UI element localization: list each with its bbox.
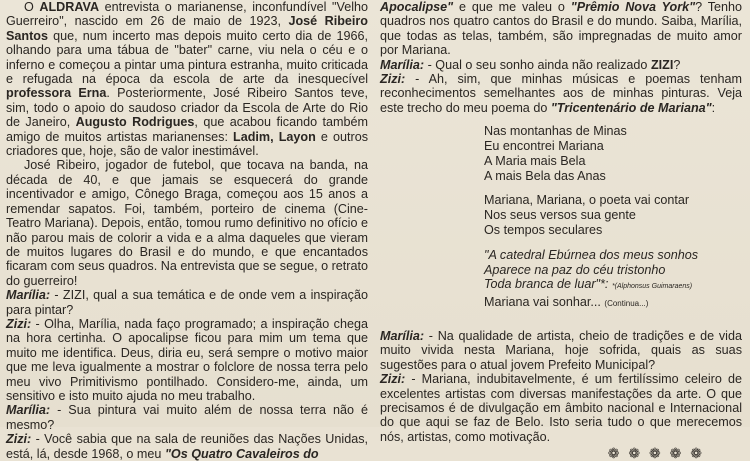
- speaker-label: Marília:: [6, 288, 51, 303]
- poem-title: "Tricentenário de Mariana": [550, 100, 712, 115]
- flower-ornament-icon: ❁: [607, 445, 622, 461]
- answer-2-continued: [380, 0, 742, 58]
- poem-line-text: Mariana vai sonhar...: [484, 295, 601, 310]
- speaker-label: Zizi:: [380, 72, 406, 87]
- intro-text: O: [24, 0, 40, 14]
- answer-1: [6, 317, 368, 403]
- poem-line: Aparece na paz do céu tristonho: [484, 262, 666, 277]
- intro-text: entrevista o marianense, inconfundível "Velho Guerreiro", nascido em 26 de maio de 1923,: [6, 0, 369, 29]
- artist-nickname: ZIZI: [650, 57, 674, 72]
- intro-paragraph: [6, 0, 368, 158]
- poem-line: Nas montanhas de Minas: [484, 124, 627, 139]
- artwork-title: Apocalipse": [380, 0, 454, 14]
- poem-excerpt: [484, 124, 742, 312]
- intro-text: que, num incerto mas depois muito certo dia de 1966, olhando para uma tábua de "bater" carne, viu nela o céu e o inferno e começou a pintar uma pintura estranha, muito criticada e refugada na época da escola de arte da inesquecível: [6, 28, 368, 87]
- poem-credit: *(Alphonsus Guimaraens): [611, 283, 693, 291]
- poem-line: [484, 277, 742, 295]
- answer-text: - Você sabia que na sala de reuniões das Nações Unidas, está, lá, desde 1968, o meu: [6, 432, 368, 461]
- publication-name: ALDRAVA: [39, 0, 100, 14]
- question-text: - ZIZI, qual a sua temática e de onde vem a inspiração para pintar?: [6, 288, 368, 317]
- poem-line: A mais Bela das Anas: [484, 168, 606, 183]
- intro-text: , que acabou ficando também amigo de muitos artistas marianenses:: [6, 115, 368, 144]
- flower-ornament-icon: ❁: [669, 445, 684, 461]
- question-text: - Qual o seu sonho ainda não realizado: [424, 57, 651, 72]
- answer-2: [6, 432, 368, 461]
- question-4: [380, 329, 742, 372]
- speaker-label: Zizi:: [6, 316, 32, 331]
- question-2: [6, 403, 368, 432]
- answer-4: [380, 372, 742, 444]
- punctuation: :: [711, 100, 716, 115]
- poem-line: Nos seus versos sua gente: [484, 208, 636, 223]
- answer-3: [380, 72, 742, 115]
- poem-line: Eu encontrei Mariana: [484, 139, 604, 154]
- poem-line: [484, 295, 742, 312]
- speaker-label: Zizi:: [380, 372, 406, 387]
- continues-note: (Continua...): [604, 299, 649, 309]
- punctuation: ?: [673, 57, 681, 72]
- intro-text: . Posteriormente, José Ribeiro Santos teve, sim, todo o apoio do saudoso criador da Escola de Arte do Rio de Janeiro,: [6, 86, 368, 130]
- intro-text: e outros criadores que, hoje, são de valor inestimável.: [6, 129, 368, 159]
- answer-text: - Olha, Marília, nada faço programado; a inspiração chega na hora certinha. O apocalipse ficou para mim um tema que muito me identifica. Deus, diria eu, será sempre o motivo maior que me leva igualmente a mostrar o folclore de nossa terra pelo meu vivo Primitivismo pontilhado. Considero-me, ainda, um sensitivo e isto muito ajuda no meu trabalho.: [6, 316, 368, 403]
- founder-name: Augusto Rodrigues: [75, 115, 195, 130]
- poem-stanza-1: [484, 124, 742, 183]
- end-ornaments: [380, 446, 742, 460]
- question-1: [6, 288, 368, 317]
- speaker-label: Marília:: [380, 57, 425, 72]
- spacer: [380, 312, 742, 329]
- answer-text: ? Tenho quadros nos quatro cantos do Brasil e do mundo. Saiba, Marília, que todas as telas, também, são impregnadas de muito amor por Mariana.: [380, 0, 743, 58]
- artist-name: José Ribeiro Santos: [6, 14, 368, 43]
- flower-ornament-icon: ❁: [690, 445, 704, 461]
- poem-line: "A catedral Ebúrnea dos meus sonhos: [484, 247, 699, 262]
- flower-ornament-icon: ❁: [628, 445, 643, 461]
- left-column: [6, 0, 369, 461]
- question-text: - Sua pintura vai muito além de nossa terra não é mesmo?: [6, 403, 368, 432]
- teacher-name: professora Erna: [6, 86, 107, 101]
- bio-paragraph: José Ribeiro, jogador de futebol, que tocava na banda, na década de 40, e que jamais se esquecerá do grande incentivador e amigo, Cônego Braga, começou aos 15 anos a remendar sapatos. Foi, também, porteiro de cinema (Cine-Teatro Mariana). Depois, então, tomou rumo definitivo no ofício e não parou mais de colorir a vida e a alma daqueles que vieram de muitos lugares do Brasil e do mundo, e que encantados ficaram com seus quadros. Na entrevista que se segue, o retrato do guerreiro!: [6, 158, 368, 288]
- poem-line: Mariana, Mariana, o poeta vai contar: [484, 193, 690, 208]
- artwork-title: "Os Quatro Cavaleiros do: [164, 446, 319, 461]
- poem-stanza-2: [484, 193, 742, 237]
- answer-text: - Ah, sim, que minhas músicas e poemas tenham reconhecimentos semelhantes aos de minhas pinturas. Veja este trecho do meu poema do: [380, 72, 742, 115]
- poem-stanza-3: [484, 248, 742, 312]
- question-3: [380, 58, 742, 72]
- question-text: - Na qualidade de artista, cheio de tradições e de vida muito vivida nesta Mariana, hoje sofrida, quais as suas sugestões para o atual jovem Prefeito Municipal?: [380, 329, 742, 372]
- flower-ornament-icon: ❁: [649, 445, 663, 461]
- speaker-label: Marília:: [380, 329, 425, 344]
- artists-names: Ladim, Layon: [233, 129, 316, 144]
- poem-line: A Maria mais Bela: [484, 153, 586, 168]
- answer-text: - Mariana, indubitavelmente, é um fertilíssimo celeiro de excelentes artistas com diversas manifestações da arte. O que precisamos é de divulgação em âmbito nacional e Internacional do que aqui se faz de Belo. Isto seria tudo o que merecemos nós, artistas, como motivação.: [380, 372, 742, 444]
- speaker-label: Marília:: [6, 403, 51, 418]
- prize-name: "Prêmio Nova York": [570, 0, 696, 14]
- speaker-label: Zizi:: [6, 432, 32, 447]
- poem-line: Os tempos seculares: [484, 223, 603, 238]
- answer-text: e que me valeu o: [453, 0, 571, 14]
- poem-line-text: Toda branca de luar"*:: [484, 277, 609, 292]
- right-column: [380, 0, 743, 461]
